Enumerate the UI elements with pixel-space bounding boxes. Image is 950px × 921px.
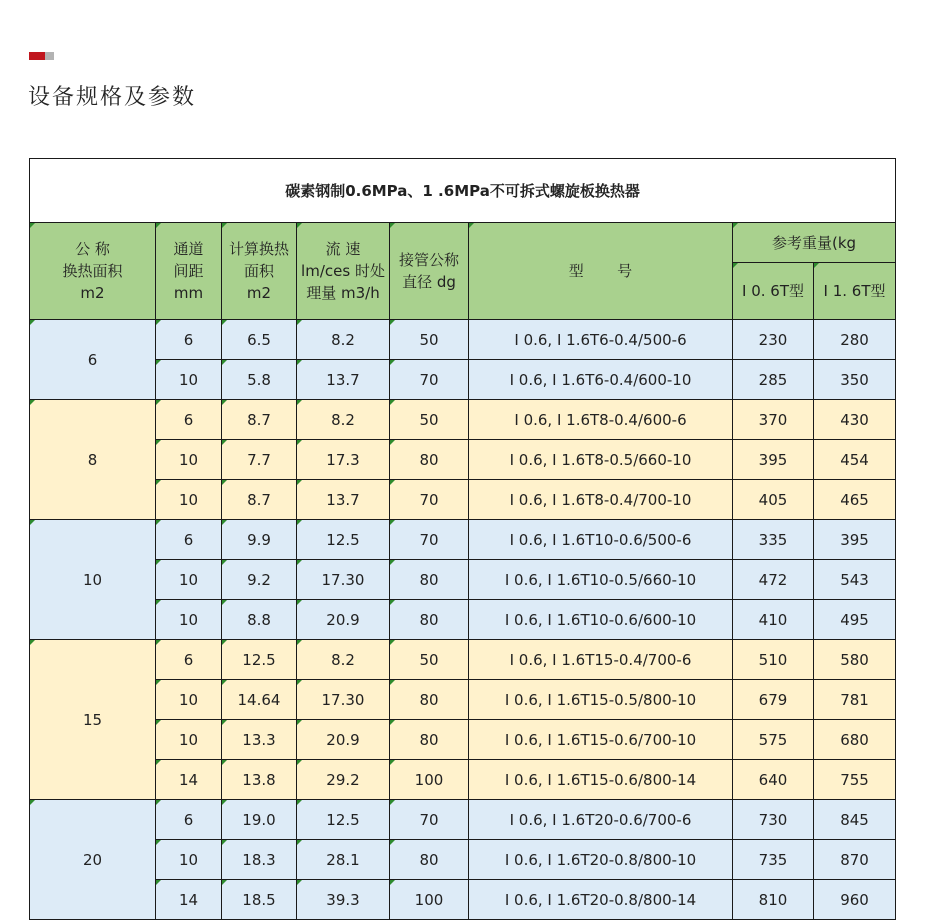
cell-weight-16t: 781 (814, 680, 896, 720)
cell-weight-06t: 735 (733, 840, 814, 880)
table-row (30, 720, 896, 760)
cell-model: I 0.6, I 1.6T10-0.6/600-10 (469, 600, 733, 640)
cell-flow: 20.9 (297, 600, 390, 640)
cell-weight-06t: 230 (733, 320, 814, 360)
cell-channel-spacing: 10 (156, 720, 222, 760)
header-weight-06t: I 0. 6T型 (733, 263, 814, 320)
cell-calc-area: 8.7 (222, 400, 297, 440)
cell-model: I 0.6, I 1.6T6-0.4/600-10 (469, 360, 733, 400)
cell-calc-area: 9.9 (222, 520, 297, 560)
cell-weight-06t: 575 (733, 720, 814, 760)
table-row (30, 440, 896, 480)
cell-calc-area: 18.5 (222, 880, 297, 920)
cell-channel-spacing: 6 (156, 320, 222, 360)
cell-channel-spacing: 14 (156, 880, 222, 920)
cell-calc-area: 19.0 (222, 800, 297, 840)
spec-table (29, 158, 896, 920)
cell-calc-area: 13.3 (222, 720, 297, 760)
header-weight-16t: I 1. 6T型 (814, 263, 896, 320)
cell-weight-16t: 280 (814, 320, 896, 360)
cell-nominal-area: 10 (30, 520, 156, 640)
marker-red-block (29, 52, 45, 60)
header-weight: 参考重量(kg (733, 223, 896, 263)
cell-flow: 12.5 (297, 520, 390, 560)
cell-channel-spacing: 6 (156, 520, 222, 560)
cell-weight-16t: 465 (814, 480, 896, 520)
cell-pipe-diameter: 80 (390, 840, 469, 880)
cell-channel-spacing: 10 (156, 840, 222, 880)
cell-model: I 0.6, I 1.6T8-0.5/660-10 (469, 440, 733, 480)
cell-flow: 39.3 (297, 880, 390, 920)
cell-model: I 0.6, I 1.6T10-0.5/660-10 (469, 560, 733, 600)
table-row (30, 680, 896, 720)
header-pipe-diameter: 接管公称 直径 dg (390, 223, 469, 320)
cell-flow: 20.9 (297, 720, 390, 760)
cell-calc-area: 5.8 (222, 360, 297, 400)
cell-channel-spacing: 10 (156, 440, 222, 480)
cell-flow: 17.3 (297, 440, 390, 480)
cell-flow: 29.2 (297, 760, 390, 800)
cell-channel-spacing: 6 (156, 800, 222, 840)
cell-weight-16t: 845 (814, 800, 896, 840)
cell-channel-spacing: 10 (156, 680, 222, 720)
cell-calc-area: 13.8 (222, 760, 297, 800)
cell-weight-16t: 755 (814, 760, 896, 800)
table-row (30, 320, 896, 360)
cell-calc-area: 8.8 (222, 600, 297, 640)
cell-weight-06t: 395 (733, 440, 814, 480)
cell-pipe-diameter: 70 (390, 360, 469, 400)
cell-weight-16t: 395 (814, 520, 896, 560)
cell-flow: 8.2 (297, 320, 390, 360)
cell-pipe-diameter: 50 (390, 640, 469, 680)
cell-pipe-diameter: 80 (390, 720, 469, 760)
header-flow: 流 速 lm/ces 时处 理量 m3/h (297, 223, 390, 320)
cell-weight-16t: 870 (814, 840, 896, 880)
table-row (30, 560, 896, 600)
cell-pipe-diameter: 80 (390, 440, 469, 480)
cell-nominal-area: 20 (30, 800, 156, 920)
cell-calc-area: 9.2 (222, 560, 297, 600)
cell-pipe-diameter: 50 (390, 400, 469, 440)
cell-flow: 17.30 (297, 680, 390, 720)
table-row (30, 400, 896, 440)
cell-nominal-area: 6 (30, 320, 156, 400)
section-heading: 设备规格及参数 (28, 85, 197, 110)
table-title: 碳素钢制0.6MPa、1 .6MPa不可拆式螺旋板换热器 (30, 159, 896, 223)
cell-flow: 8.2 (297, 640, 390, 680)
cell-calc-area: 7.7 (222, 440, 297, 480)
cell-flow: 28.1 (297, 840, 390, 880)
cell-pipe-diameter: 70 (390, 480, 469, 520)
header-model: 型 号 (469, 223, 733, 320)
cell-weight-06t: 510 (733, 640, 814, 680)
cell-weight-06t: 285 (733, 360, 814, 400)
cell-weight-16t: 430 (814, 400, 896, 440)
cell-model: I 0.6, I 1.6T15-0.6/800-14 (469, 760, 733, 800)
cell-model: I 0.6, I 1.6T6-0.4/500-6 (469, 320, 733, 360)
cell-flow: 8.2 (297, 400, 390, 440)
cell-channel-spacing: 6 (156, 640, 222, 680)
cell-calc-area: 14.64 (222, 680, 297, 720)
cell-model: I 0.6, I 1.6T15-0.6/700-10 (469, 720, 733, 760)
cell-weight-16t: 350 (814, 360, 896, 400)
table-row (30, 520, 896, 560)
cell-flow: 13.7 (297, 480, 390, 520)
table-row (30, 800, 896, 840)
cell-flow: 13.7 (297, 360, 390, 400)
cell-model: I 0.6, I 1.6T20-0.8/800-14 (469, 880, 733, 920)
cell-weight-06t: 679 (733, 680, 814, 720)
cell-pipe-diameter: 50 (390, 320, 469, 360)
cell-channel-spacing: 10 (156, 480, 222, 520)
cell-weight-06t: 810 (733, 880, 814, 920)
cell-channel-spacing: 10 (156, 360, 222, 400)
marker-gray-block (45, 52, 54, 60)
cell-nominal-area: 15 (30, 640, 156, 800)
cell-weight-06t: 335 (733, 520, 814, 560)
cell-weight-16t: 960 (814, 880, 896, 920)
cell-weight-16t: 680 (814, 720, 896, 760)
cell-flow: 17.30 (297, 560, 390, 600)
table-row (30, 600, 896, 640)
cell-pipe-diameter: 70 (390, 520, 469, 560)
table-row (30, 640, 896, 680)
cell-model: I 0.6, I 1.6T10-0.6/500-6 (469, 520, 733, 560)
cell-model: I 0.6, I 1.6T20-0.6/700-6 (469, 800, 733, 840)
cell-channel-spacing: 10 (156, 600, 222, 640)
cell-channel-spacing: 6 (156, 400, 222, 440)
cell-nominal-area: 8 (30, 400, 156, 520)
cell-model: I 0.6, I 1.6T15-0.5/800-10 (469, 680, 733, 720)
cell-model: I 0.6, I 1.6T20-0.8/800-10 (469, 840, 733, 880)
cell-model: I 0.6, I 1.6T15-0.4/700-6 (469, 640, 733, 680)
cell-channel-spacing: 10 (156, 560, 222, 600)
cell-channel-spacing: 14 (156, 760, 222, 800)
cell-pipe-diameter: 70 (390, 800, 469, 840)
cell-model: I 0.6, I 1.6T8-0.4/700-10 (469, 480, 733, 520)
cell-pipe-diameter: 100 (390, 880, 469, 920)
cell-calc-area: 6.5 (222, 320, 297, 360)
cell-calc-area: 18.3 (222, 840, 297, 880)
cell-model: I 0.6, I 1.6T8-0.4/600-6 (469, 400, 733, 440)
cell-pipe-diameter: 80 (390, 680, 469, 720)
cell-flow: 12.5 (297, 800, 390, 840)
cell-calc-area: 12.5 (222, 640, 297, 680)
cell-weight-06t: 640 (733, 760, 814, 800)
cell-calc-area: 8.7 (222, 480, 297, 520)
cell-weight-16t: 495 (814, 600, 896, 640)
table-row (30, 840, 896, 880)
cell-pipe-diameter: 80 (390, 560, 469, 600)
cell-weight-16t: 454 (814, 440, 896, 480)
header-channel-spacing: 通道 间距 mm (156, 223, 222, 320)
table-row (30, 360, 896, 400)
table-row (30, 480, 896, 520)
cell-weight-16t: 543 (814, 560, 896, 600)
cell-weight-06t: 410 (733, 600, 814, 640)
cell-weight-06t: 405 (733, 480, 814, 520)
header-nominal-area: 公 称 换热面积 m2 (30, 223, 156, 320)
table-row (30, 760, 896, 800)
cell-weight-06t: 472 (733, 560, 814, 600)
table-row (30, 880, 896, 920)
header-calc-area: 计算换热 面积 m2 (222, 223, 297, 320)
cell-pipe-diameter: 80 (390, 600, 469, 640)
cell-weight-16t: 580 (814, 640, 896, 680)
cell-pipe-diameter: 100 (390, 760, 469, 800)
cell-weight-06t: 730 (733, 800, 814, 840)
cell-weight-06t: 370 (733, 400, 814, 440)
